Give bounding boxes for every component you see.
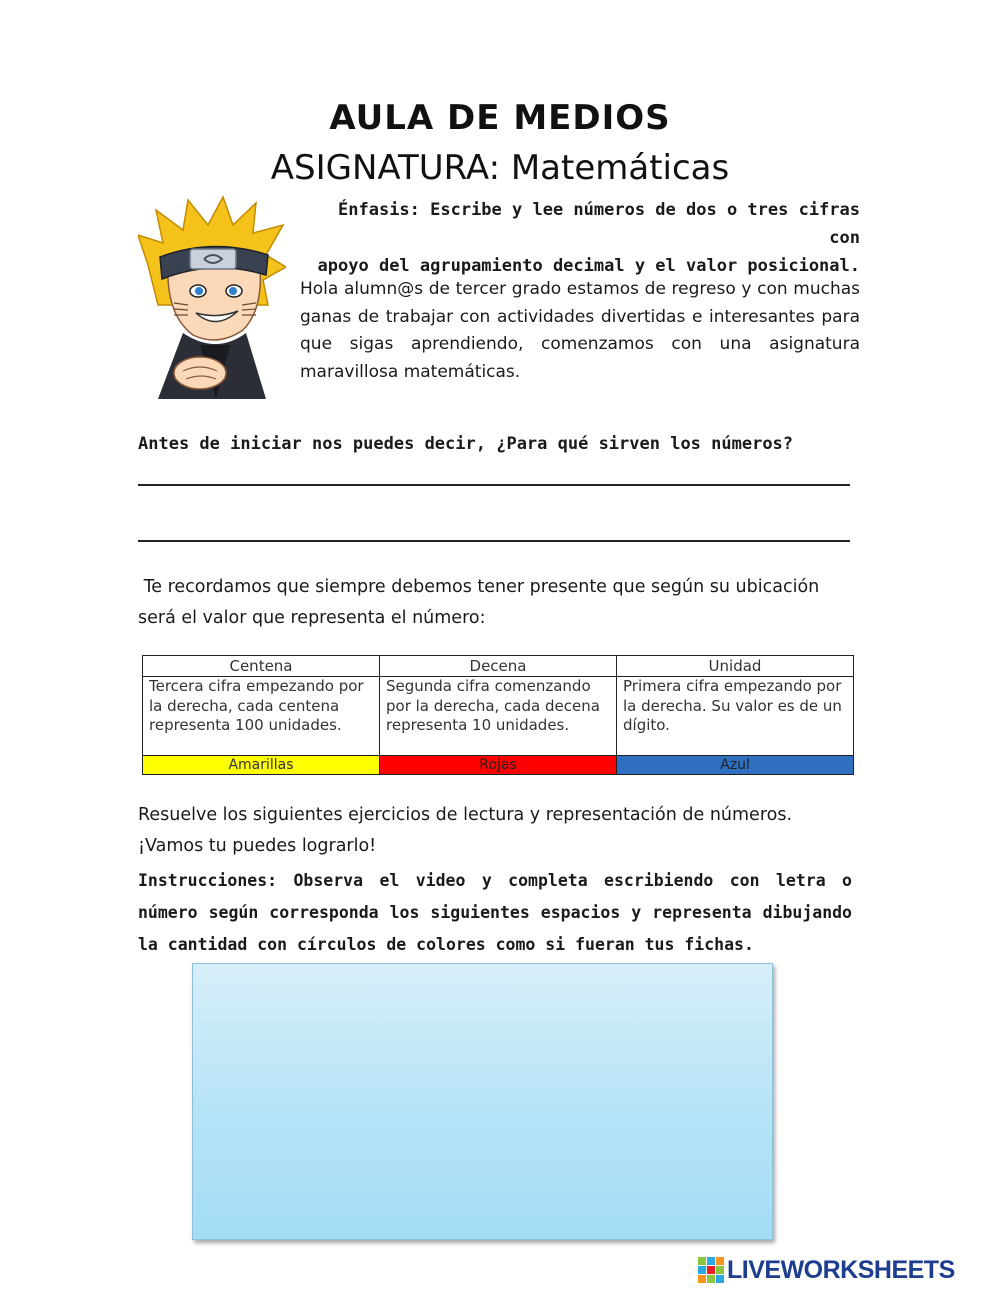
table-color-row [143, 756, 854, 775]
instructions-text: Instrucciones: Observa el video y completa escribiendo con letra o número según corresponda los siguientes espacios y representa dibujando la cantidad con círculos de colores como si fueran tus fichas. [138, 871, 852, 954]
answer-line-2[interactable] [138, 540, 850, 542]
header-unidad: Unidad [617, 656, 854, 677]
enfasis-line-1: Énfasis: Escribe y lee números de dos o tres cifras con [338, 200, 860, 248]
enfasis-text [300, 196, 860, 280]
exercise-line-2: ¡Vamos tu puedes lograrlo! [138, 836, 377, 856]
page-title: AULA DE MEDIOS [329, 98, 671, 138]
liveworksheets-logo-icon [698, 1257, 724, 1283]
color-centena: Amarillas [143, 756, 380, 775]
color-unidad: Azul [617, 756, 854, 775]
exercise-line-1: Resuelve los siguientes ejercicios de lectura y representación de números. [138, 805, 793, 825]
intro-paragraph: Hola alumn@s de tercer grado estamos de regreso y con muchas ganas de trabajar con actividades divertidas e interesantes para que sigas aprendiendo, comenzamos con una asignatura maravillosa matemáticas. [300, 279, 860, 382]
header-decena: Decena [380, 656, 617, 677]
desc-decena: Segunda cifra comenzando por la derecha, cada decena representa 10 unidades. [380, 677, 617, 756]
liveworksheets-brand [698, 1256, 955, 1284]
reminder-line-2: será el valor que representa el número: [138, 608, 486, 628]
brand-name: LIVEWORKSHEETS [727, 1255, 955, 1284]
table-header-row [143, 656, 854, 677]
anime-character-illustration [138, 195, 286, 399]
answer-line-1[interactable] [138, 484, 850, 486]
enfasis-line-2: apoyo del agrupamiento decimal y el valor posicional. [317, 256, 860, 276]
desc-centena: Tercera cifra empezando por la derecha, cada centena representa 100 unidades. [143, 677, 380, 756]
drawing-answer-box[interactable] [192, 963, 773, 1240]
question-text: Antes de iniciar nos puedes decir, ¿Para qué sirven los números? [138, 434, 794, 454]
subject-title: ASIGNATURA: Matemáticas [270, 148, 730, 188]
color-decena: Rojas [380, 756, 617, 775]
header-centena: Centena [143, 656, 380, 677]
reminder-paragraph [138, 572, 858, 634]
table-description-row [143, 677, 854, 756]
place-value-table [142, 655, 854, 775]
exercise-intro [138, 800, 898, 862]
desc-unidad: Primera cifra empezando por la derecha. Su valor es de un dígito. [617, 677, 854, 756]
reminder-line-1: Te recordamos que siempre debemos tener presente que según su ubicación [138, 577, 820, 597]
